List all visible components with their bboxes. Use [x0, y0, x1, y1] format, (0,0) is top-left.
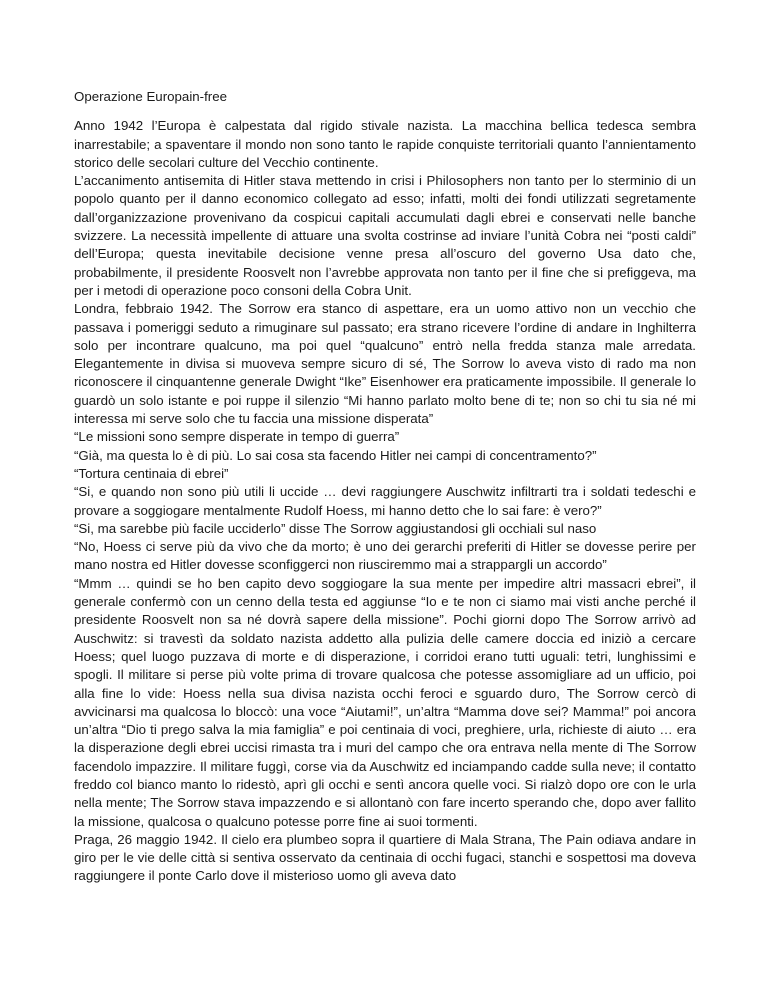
paragraph: L’accanimento antisemita di Hitler stava mettendo in crisi i Philosophers non tanto per lo sterminio di un popolo quanto per il danno economico collegato ad esso; infatti, molti dei fondi utilizzati segretamente dall’organizzazione provenivano da cospicui capitali accumulati dagli ebrei e conservati nelle banche svizzere. La necessità impellente di attuare una svolta costrinse ad inviare l’unità Cobra nei “posti caldi” dell’Europa; questa inevitabile decisione venne presa all’oscuro del governo Usa dato che, probabilmente, il presidente Roosvelt non l’avrebbe approvata non tanto per il fine che si prefiggeva, ma per i metodi di operazione poco consoni della Cobra Unit.: [74, 173, 696, 298]
paragraph: “Già, ma questa lo è di più. Lo sai cosa sta facendo Hitler nei campi di concentramento?”: [74, 447, 597, 463]
paragraph: “Mmm … quindi se ho ben capito devo soggiogare la sua mente per impedire altri massacri ebrei”, il generale confermò con un cenno della testa ed aggiunse “Io e te non ci siamo mai visti anche perché il presidente Roosvelt non sa né dovrà sapere della missione”. Pochi giorni dopo The Sorrow arrivò ad Auschwitz: si travestì da soldato nazista addetto alla pulizia delle camere doccia ed iniziò a cercare Hoess; quel luogo puzzava di morte e di disperazione, i corridoi erano tutti uguali: tetri, lunghissimi e spogli. Il militare si perse più volte prima di trovare qualcosa che potesse assomigliare ad un ufficio, poi alla fine lo vide: Hoess nella sua divisa nazista occhi feroci e sguardo duro, The Sorrow cercò di avvicinarsi ma qualcosa lo bloccò: una voce “Aiutami!”, un’altra “Mamma dove sei? Mamma!” poi ancora un’altra “Dio ti prego salva la mia famiglia” e poi centinaia di voci, preghiere, urla, richieste di aiuto … era la disperazione degli ebrei uccisi rimasta tra i muri del campo che ora entrava nella mente di The Sorrow facendolo impazzire. Il militare fuggì, corse via da Auschwitz ed inciampando cadde sulla neve; il contatto freddo col bianco manto lo ridestò, aprì gli occhi e sentì ancora quelle voci. Si rialzò dopo ore con le urla nella mente; The Sorrow stava impazzendo e si allontanò con fare incerto sperando che, dopo aver fallito la missione, qualcosa o qualcuno potesse porre fine ai suoi tormenti.: [74, 575, 696, 829]
paragraph: Praga, 26 maggio 1942. Il cielo era plumbeo sopra il quartiere di Mala Strana, The Pain odiava andare in giro per le vie delle città si sentiva osservato da centinaia di occhi fugaci, stanchi e sospettosi ma doveva raggiungere il ponte Carlo dove il misterioso uomo gli aveva dato: [74, 831, 696, 884]
paragraph: “Si, ma sarebbe più facile ucciderlo” disse The Sorrow aggiustandosi gli occhiali sul naso: [74, 520, 597, 536]
document-page: [74, 88, 696, 886]
paragraph: Anno 1942 l’Europa è calpestata dal rigido stivale nazista. La macchina bellica tedesca sembra inarrestabile; a spaventare il mondo non sono tanto le rapide conquiste territoriali quanto l’annientamento storico delle secolari culture del Vecchio continente.: [74, 118, 696, 170]
paragraph: “Le missioni sono sempre disperate in tempo di guerra”: [74, 429, 400, 445]
paragraph: “Si, e quando non sono più utili li uccide … devi raggiungere Auschwitz infiltrarti tra i soldati tedeschi e provare a soggiogare mentalmente Rudolf Hoess, mi hanno detto che lo sai fare: è vero?”: [74, 484, 696, 518]
document-title: Operazione Europain-free: [74, 89, 228, 104]
paragraph: Londra, febbraio 1942. The Sorrow era stanco di aspettare, era un uomo attivo non un vecchio che passava i pomeriggi seduto a rimuginare sul passato; era strano ricevere l’ordine di andare in Inghilterra solo per incontrare qualcuno, ma poi quel “qualcuno” entrò nella fredda stanza male arredata. Elegantemente in divisa si muoveva sempre sicuro di sé, The Sorrow lo aveva visto di rado ma non riconoscere il cinquantenne generale Dwight “Ike” Eisenhower era praticamente impossibile. Il generale lo guardò un solo istante e poi ruppe il silenzio “Mi hanno parlato molto bene di te; non so chi tu sia né mi interessa mi serve solo che tu faccia una missione disperata”: [74, 301, 696, 427]
paragraph: “Tortura centinaia di ebrei”: [74, 465, 229, 481]
paragraph: “No, Hoess ci serve più da vivo che da morto; è uno dei gerarchi preferiti di Hitler se dovesse perire per mano nostra ed Hitler dovesse sconfiggerci non riusciremmo mai a strappargli un accordo”: [74, 539, 696, 573]
